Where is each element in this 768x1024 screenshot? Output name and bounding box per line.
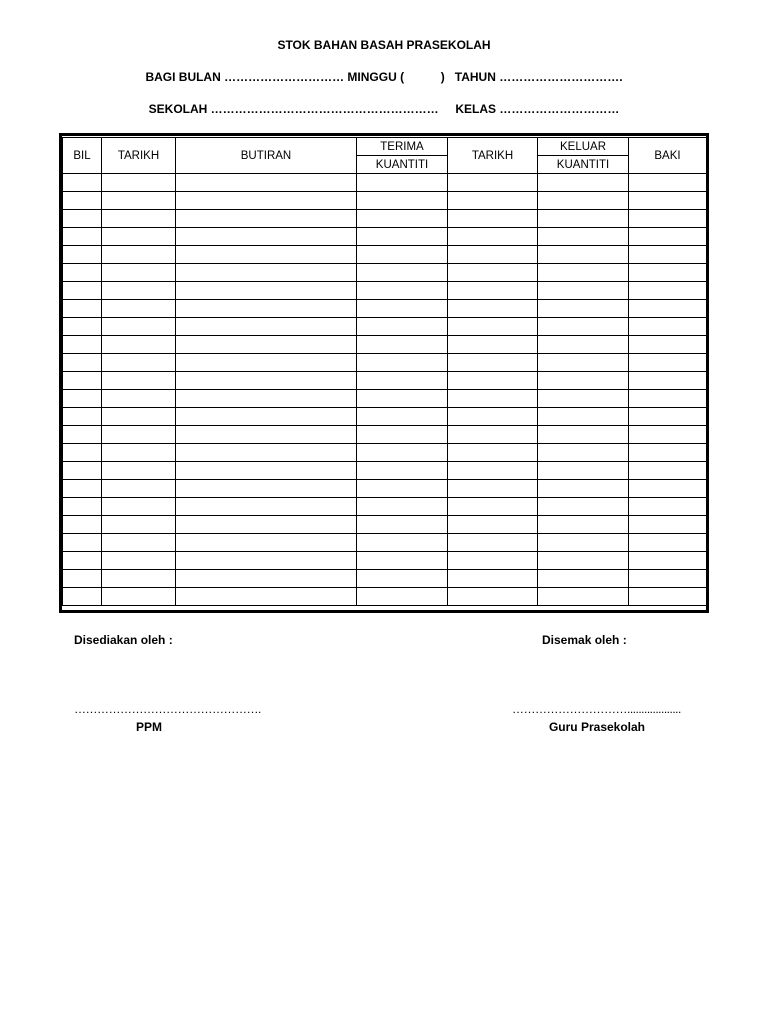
form-title: STOK BAHAN BASAH PRASEKOLAH — [277, 38, 491, 52]
table-row — [63, 516, 707, 534]
table-cell — [538, 408, 629, 426]
table-cell — [357, 516, 448, 534]
table-cell — [357, 408, 448, 426]
header-baki: BAKI — [629, 138, 707, 174]
table-cell — [102, 408, 176, 426]
table-row — [63, 426, 707, 444]
table-cell — [102, 264, 176, 282]
table-cell — [629, 480, 707, 498]
table-row — [63, 228, 707, 246]
table-cell — [538, 480, 629, 498]
table-cell — [102, 588, 176, 606]
table-cell — [448, 300, 538, 318]
table-cell — [357, 444, 448, 462]
table-cell — [357, 462, 448, 480]
table-cell — [629, 174, 707, 192]
table-cell — [102, 282, 176, 300]
table-cell — [63, 192, 102, 210]
table-cell — [448, 462, 538, 480]
table-row — [63, 444, 707, 462]
table-cell — [629, 300, 707, 318]
table-cell — [448, 282, 538, 300]
table-cell — [538, 372, 629, 390]
header-tarikh-issue: TARIKH — [448, 138, 538, 174]
table-cell — [102, 336, 176, 354]
table-cell — [357, 552, 448, 570]
table-row — [63, 210, 707, 228]
table-cell — [357, 498, 448, 516]
table-cell — [357, 300, 448, 318]
table-cell — [357, 192, 448, 210]
prepared-by-label: Disediakan oleh : — [74, 633, 173, 647]
table-cell — [63, 228, 102, 246]
table-cell — [63, 336, 102, 354]
table-cell — [176, 264, 357, 282]
table-cell — [102, 570, 176, 588]
table-header-row — [63, 138, 707, 156]
table-cell — [448, 498, 538, 516]
checked-signature-line: …………………………................... — [512, 702, 681, 716]
table-cell — [629, 534, 707, 552]
table-cell — [538, 210, 629, 228]
header-terima: TERIMA — [357, 138, 448, 156]
table-row — [63, 354, 707, 372]
table-cell — [448, 588, 538, 606]
table-cell — [176, 588, 357, 606]
table-cell — [102, 552, 176, 570]
table-cell — [448, 444, 538, 462]
table-cell — [176, 570, 357, 588]
table-cell — [176, 318, 357, 336]
checked-role: Guru Prasekolah — [548, 720, 646, 734]
table-cell — [102, 174, 176, 192]
table-cell — [538, 318, 629, 336]
table-cell — [102, 210, 176, 228]
checked-by-label: Disemak oleh : — [542, 633, 627, 647]
header-keluar-kuantiti: KUANTITI — [538, 156, 629, 174]
table-cell — [538, 192, 629, 210]
table-cell — [176, 228, 357, 246]
table-cell — [538, 246, 629, 264]
table-cell — [538, 534, 629, 552]
table-cell — [63, 264, 102, 282]
table-cell — [63, 372, 102, 390]
table-row — [63, 264, 707, 282]
table-cell — [63, 210, 102, 228]
table-cell — [448, 372, 538, 390]
table-cell — [176, 480, 357, 498]
table-cell — [448, 426, 538, 444]
table-cell — [357, 480, 448, 498]
table-cell — [176, 372, 357, 390]
table-cell — [629, 390, 707, 408]
header-terima-kuantiti: KUANTITI — [357, 156, 448, 174]
table-cell — [176, 192, 357, 210]
table-cell — [448, 516, 538, 534]
table-cell — [357, 588, 448, 606]
table-cell — [176, 282, 357, 300]
table-cell — [176, 354, 357, 372]
prepared-role: PPM — [135, 720, 162, 734]
school-class-line: SEKOLAH ………………………………………………… KELAS ………………………… — [148, 102, 620, 116]
table-cell — [63, 534, 102, 552]
table-cell — [63, 174, 102, 192]
table-cell — [538, 174, 629, 192]
table-row — [63, 408, 707, 426]
table-cell — [63, 588, 102, 606]
stock-table — [62, 137, 707, 606]
table-cell — [629, 354, 707, 372]
table-cell — [176, 462, 357, 480]
table-cell — [357, 570, 448, 588]
table-cell — [538, 264, 629, 282]
table-cell — [629, 552, 707, 570]
table-cell — [448, 480, 538, 498]
table-row — [63, 336, 707, 354]
table-cell — [448, 318, 538, 336]
table-cell — [629, 570, 707, 588]
table-cell — [176, 444, 357, 462]
table-row — [63, 282, 707, 300]
table-cell — [538, 336, 629, 354]
table-cell — [629, 210, 707, 228]
table-cell — [102, 444, 176, 462]
table-cell — [357, 336, 448, 354]
table-row — [63, 570, 707, 588]
table-cell — [102, 228, 176, 246]
table-cell — [538, 426, 629, 444]
table-cell — [63, 426, 102, 444]
table-cell — [538, 282, 629, 300]
table-cell — [448, 264, 538, 282]
table-cell — [629, 516, 707, 534]
table-row — [63, 390, 707, 408]
table-cell — [538, 498, 629, 516]
table-cell — [102, 534, 176, 552]
table-cell — [102, 498, 176, 516]
table-cell — [448, 246, 538, 264]
table-cell — [357, 210, 448, 228]
table-cell — [629, 336, 707, 354]
table-cell — [357, 534, 448, 552]
table-cell — [357, 372, 448, 390]
table-cell — [176, 516, 357, 534]
table-cell — [357, 246, 448, 264]
table-cell — [629, 462, 707, 480]
header-keluar: KELUAR — [538, 138, 629, 156]
table-cell — [448, 354, 538, 372]
table-cell — [448, 552, 538, 570]
table-cell — [63, 480, 102, 498]
table-cell — [629, 318, 707, 336]
table-cell — [102, 300, 176, 318]
table-cell — [629, 426, 707, 444]
table-cell — [102, 246, 176, 264]
table-cell — [102, 480, 176, 498]
table-row — [63, 246, 707, 264]
table-cell — [357, 354, 448, 372]
table-cell — [629, 444, 707, 462]
table-cell — [538, 300, 629, 318]
table-cell — [176, 408, 357, 426]
table-cell — [102, 192, 176, 210]
table-cell — [63, 570, 102, 588]
table-cell — [102, 318, 176, 336]
table-cell — [357, 390, 448, 408]
table-cell — [357, 174, 448, 192]
table-row — [63, 552, 707, 570]
table-cell — [629, 228, 707, 246]
table-cell — [538, 228, 629, 246]
table-cell — [63, 552, 102, 570]
table-row — [63, 498, 707, 516]
table-cell — [629, 246, 707, 264]
table-cell — [176, 534, 357, 552]
prepared-signature-line: …………………………………………. — [74, 702, 261, 716]
table-cell — [176, 210, 357, 228]
table-cell — [357, 228, 448, 246]
table-cell — [538, 462, 629, 480]
table-cell — [629, 588, 707, 606]
table-row — [63, 318, 707, 336]
table-cell — [102, 390, 176, 408]
table-cell — [357, 282, 448, 300]
table-cell — [63, 282, 102, 300]
table-cell — [448, 228, 538, 246]
table-row — [63, 174, 707, 192]
table-cell — [102, 426, 176, 444]
table-cell — [448, 390, 538, 408]
header-bil: BIL — [63, 138, 102, 174]
table-cell — [629, 372, 707, 390]
table-cell — [176, 174, 357, 192]
table-cell — [102, 372, 176, 390]
table-cell — [63, 300, 102, 318]
table-cell — [538, 354, 629, 372]
table-cell — [448, 408, 538, 426]
table-row — [63, 372, 707, 390]
table-cell — [448, 174, 538, 192]
table-row — [63, 192, 707, 210]
table-cell — [176, 552, 357, 570]
table-cell — [63, 354, 102, 372]
table-cell — [448, 210, 538, 228]
table-cell — [538, 552, 629, 570]
table-cell — [629, 498, 707, 516]
table-cell — [176, 426, 357, 444]
table-cell — [538, 588, 629, 606]
table-cell — [63, 408, 102, 426]
table-cell — [63, 390, 102, 408]
table-cell — [629, 408, 707, 426]
table-cell — [102, 516, 176, 534]
table-cell — [538, 390, 629, 408]
header-tarikh-receive: TARIKH — [102, 138, 176, 174]
table-cell — [448, 192, 538, 210]
table-cell — [448, 570, 538, 588]
table-cell — [63, 462, 102, 480]
table-cell — [448, 534, 538, 552]
table-cell — [448, 336, 538, 354]
table-cell — [629, 264, 707, 282]
table-cell — [538, 570, 629, 588]
table-cell — [176, 390, 357, 408]
table-row — [63, 480, 707, 498]
table-cell — [538, 516, 629, 534]
table-cell — [538, 444, 629, 462]
table-cell — [176, 336, 357, 354]
table-row — [63, 534, 707, 552]
table-cell — [176, 246, 357, 264]
table-cell — [629, 192, 707, 210]
table-cell — [63, 516, 102, 534]
table-row — [63, 462, 707, 480]
table-cell — [102, 354, 176, 372]
table-cell — [357, 318, 448, 336]
table-cell — [63, 318, 102, 336]
table-cell — [63, 246, 102, 264]
table-row — [63, 588, 707, 606]
table-cell — [102, 462, 176, 480]
month-week-year-line: BAGI BULAN ………………………… MINGGU ( ) TAHUN …………………………. — [145, 70, 623, 84]
table-cell — [176, 300, 357, 318]
table-row — [63, 300, 707, 318]
table-cell — [357, 426, 448, 444]
table-cell — [63, 498, 102, 516]
table-cell — [176, 498, 357, 516]
table-cell — [629, 282, 707, 300]
header-butiran: BUTIRAN — [176, 138, 357, 174]
table-cell — [357, 264, 448, 282]
table-cell — [63, 444, 102, 462]
